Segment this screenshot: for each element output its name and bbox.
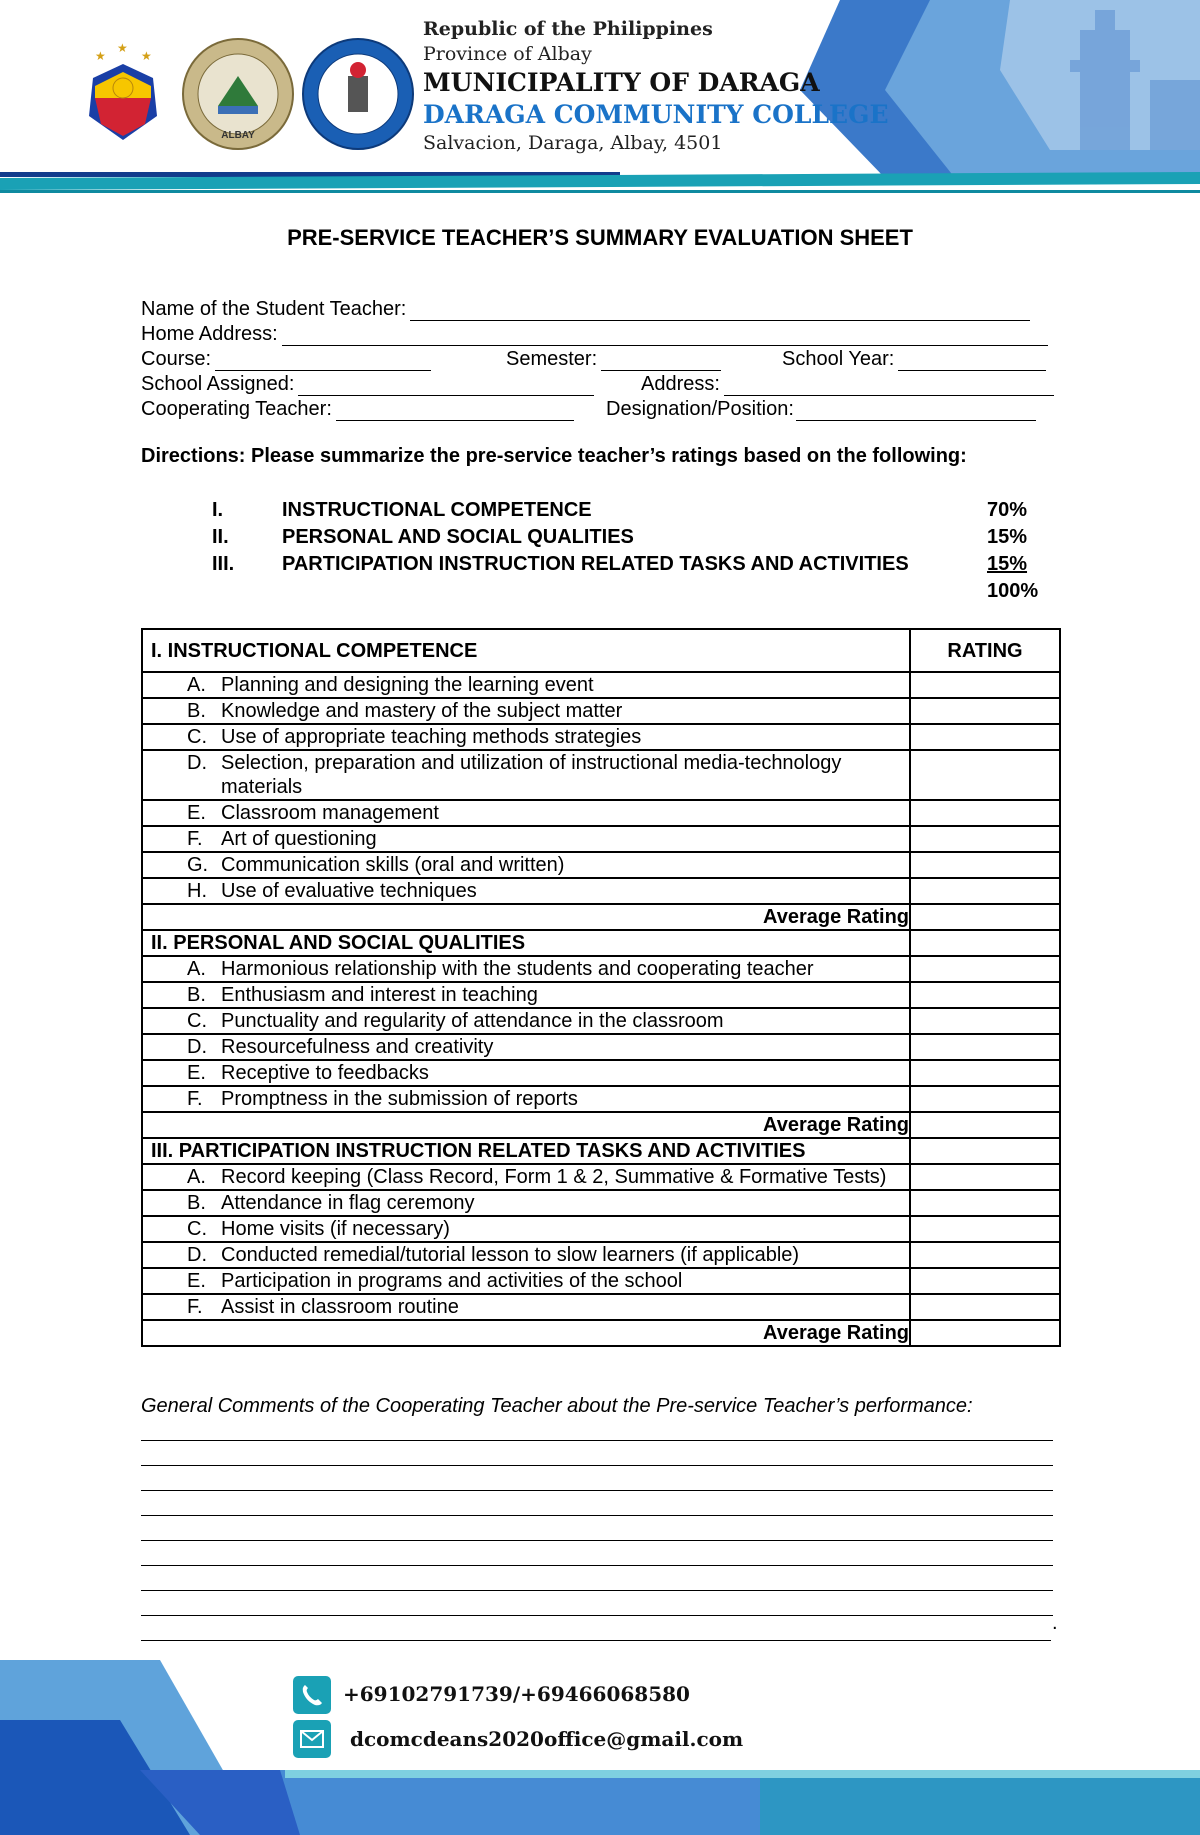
item-letter: A. [187,674,206,696]
item-letter: H. [187,880,207,902]
table-row [142,1164,1060,1190]
item-text: Knowledge and mastery of the subject matter [221,700,623,722]
table-row [142,672,1060,698]
cooperating-teacher-line[interactable] [336,400,574,421]
criterion-item [142,1216,910,1242]
school-year-field[interactable] [782,346,1046,371]
table-row [142,1216,1060,1242]
rating-cell[interactable] [910,1086,1060,1112]
criteria-total: 100% [987,580,1039,602]
rating-cell[interactable] [910,1216,1060,1242]
item-letter: B. [187,1192,206,1214]
comments-end-mark: . [1052,1612,1058,1634]
envelope-icon [293,1720,331,1758]
item-letter: F. [187,828,203,850]
home-address-field[interactable] [141,321,1048,346]
item-text: Art of questioning [221,828,377,850]
rating-cell[interactable] [910,750,1060,800]
criterion-item [142,982,910,1008]
address-line[interactable] [724,375,1054,396]
section-3-header-row [142,1138,1060,1164]
average-rating-label: Average Rating [142,1112,910,1138]
item-letter: C. [187,726,207,748]
item-text: Promptness in the submission of reports [221,1088,578,1110]
table-row [142,1034,1060,1060]
table-row [142,1086,1060,1112]
table-row [142,1008,1060,1034]
criterion-item [142,1008,910,1034]
criterion-item [142,1060,910,1086]
item-text: Enthusiasm and interest in teaching [221,984,538,1006]
criterion-item [142,1294,910,1320]
rating-cell[interactable] [910,1268,1060,1294]
criterion-2-number: II. [212,526,229,548]
comment-line[interactable] [141,1565,1053,1566]
table-header-row [142,629,1060,672]
section-3-title: III. PARTICIPATION INSTRUCTION RELATED TASKS AND ACTIVITIES [142,1138,910,1164]
page-title: PRE-SERVICE TEACHER’S SUMMARY EVALUATION SHEET [287,225,913,250]
table-row [142,1242,1060,1268]
table-row [142,956,1060,982]
average-rating-cell[interactable] [910,1320,1060,1346]
criterion-2-label: PERSONAL AND SOCIAL QUALITIES [282,526,634,548]
average-rating-row [142,1112,1060,1138]
rating-cell[interactable] [910,724,1060,750]
average-rating-row [142,904,1060,930]
school-year-label: School Year: [782,348,895,370]
student-name-label: Name of the Student Teacher: [141,298,407,320]
table-row [142,724,1060,750]
item-letter: B. [187,700,206,722]
section-2-header-row [142,930,1060,956]
student-name-field[interactable] [141,296,1030,321]
comment-line[interactable] [141,1590,1053,1591]
criterion-item [142,750,910,800]
item-letter: E. [187,1062,206,1084]
cooperating-teacher-label: Cooperating Teacher: [141,398,332,420]
header-college: DARAGA COMMUNITY COLLEGE [423,100,889,129]
comment-line[interactable] [141,1615,1053,1616]
criterion-item [142,1034,910,1060]
course-label: Course: [141,348,212,370]
evaluation-table [141,628,1061,1347]
rating-cell[interactable] [910,800,1060,826]
criterion-3-weight: 15% [987,553,1028,575]
item-letter: D. [187,752,207,774]
criterion-item [142,852,910,878]
item-text: Planning and designing the learning event [221,674,594,696]
rating-cell[interactable] [910,1190,1060,1216]
table-row [142,852,1060,878]
item-text: Use of evaluative techniques [221,880,477,902]
item-text: Communication skills (oral and written) [221,854,565,876]
comment-line[interactable] [141,1465,1053,1466]
header-address: Salvacion, Daraga, Albay, 4501 [423,132,723,154]
criterion-1-number: I. [212,499,224,521]
average-rating-cell[interactable] [910,1112,1060,1138]
comment-line[interactable] [141,1490,1053,1491]
comments-label: General Comments of the Cooperating Teacher about the Pre-service Teacher’s performance: [141,1395,973,1417]
item-letter: A. [187,958,206,980]
home-address-line[interactable] [282,325,1048,346]
item-letter: D. [187,1244,207,1266]
table-row [142,826,1060,852]
svg-text:★: ★ [117,41,128,55]
phone-icon [293,1676,331,1714]
rating-cell[interactable] [910,982,1060,1008]
footer-phone: +69102791739/+69466068580 [343,1682,690,1706]
item-text: Punctuality and regularity of attendance in the classroom [221,1010,724,1032]
item-text: Home visits (if necessary) [221,1218,450,1240]
header-province: Province of Albay [423,43,592,65]
criterion-item [142,1086,910,1112]
section-2-title: II. PERSONAL AND SOCIAL QUALITIES [142,930,910,956]
criterion-item [142,1242,910,1268]
rating-cell[interactable] [910,672,1060,698]
designation-line[interactable] [796,400,1036,421]
address-label: Address: [641,373,720,395]
rating-cell[interactable] [910,826,1060,852]
philippine-seal [65,36,181,152]
header-republic: Republic of the Philippines [423,18,713,40]
item-text: Use of appropriate teaching methods strategies [221,726,642,748]
item-letter: E. [187,802,206,824]
rating-cell[interactable] [910,878,1060,904]
criterion-item [142,800,910,826]
rating-cell[interactable] [910,1242,1060,1268]
criterion-2-weight: 15% [987,526,1028,548]
average-rating-label: Average Rating [142,904,910,930]
table-row [142,982,1060,1008]
address-field[interactable] [641,371,1054,396]
comment-line[interactable] [141,1515,1053,1516]
item-text: Record keeping (Class Record, Form 1 & 2, Summative & Formative Tests) [221,1166,887,1188]
criterion-item [142,672,910,698]
semester-label: Semester: [506,348,598,370]
svg-text:★: ★ [95,49,106,63]
average-rating-cell[interactable] [910,904,1060,930]
student-name-line[interactable] [410,300,1030,321]
criterion-item [142,878,910,904]
criterion-1-label: INSTRUCTIONAL COMPETENCE [282,499,592,521]
criterion-3-label: PARTICIPATION INSTRUCTION RELATED TASKS AND ACTIVITIES [282,553,909,575]
school-assigned-line[interactable] [298,375,594,396]
rating-cell[interactable] [910,1294,1060,1320]
item-text: Conducted remedial/tutorial lesson to slow learners (if applicable) [221,1244,800,1266]
item-text: Resourcefulness and creativity [221,1036,494,1058]
criterion-item [142,1268,910,1294]
item-letter: G. [187,854,209,876]
table-row [142,878,1060,904]
item-text: Attendance in flag ceremony [221,1192,475,1214]
section-2-header-rating [910,930,1060,956]
average-rating-row [142,1320,1060,1346]
item-text: Assist in classroom routine [221,1296,459,1318]
item-text: Participation in programs and activities of the school [221,1270,683,1292]
svg-text:★: ★ [141,49,152,63]
directions-text: Directions: Please summarize the pre-service teacher’s ratings based on the following: [141,445,967,467]
table-row [142,800,1060,826]
criterion-item [142,1164,910,1190]
item-letter: C. [187,1010,207,1032]
rating-header: RATING [910,629,1060,672]
section-1-title: I. INSTRUCTIONAL COMPETENCE [142,629,910,672]
table-row [142,1294,1060,1320]
rating-cell[interactable] [910,1034,1060,1060]
item-text: Receptive to feedbacks [221,1062,429,1084]
header-municipality: MUNICIPALITY OF DARAGA [423,68,820,97]
college-seal [300,36,416,152]
item-letter: A. [187,1166,206,1188]
home-address-label: Home Address: [141,323,278,345]
svg-text:ALBAY: ALBAY [221,130,255,141]
designation-label: Designation/Position: [606,398,794,420]
table-row [142,1190,1060,1216]
course-field[interactable] [141,346,431,371]
criterion-item [142,956,910,982]
criterion-item [142,1190,910,1216]
designation-field[interactable] [606,396,1036,421]
section-3-header-rating [910,1138,1060,1164]
item-letter: D. [187,1036,207,1058]
criterion-item [142,698,910,724]
criterion-item [142,826,910,852]
item-letter: C. [187,1218,207,1240]
school-year-line[interactable] [898,350,1046,371]
criterion-item [142,724,910,750]
rating-cell[interactable] [910,1164,1060,1190]
footer-email: dcomcdeans2020office@gmail.com [350,1727,744,1751]
table-row [142,1060,1060,1086]
item-text: Harmonious relationship with the students and cooperating teacher [221,958,814,980]
item-text: Classroom management [221,802,439,824]
school-assigned-field[interactable] [141,371,594,396]
rating-cell[interactable] [910,1060,1060,1086]
comment-line[interactable] [141,1640,1051,1641]
school-assigned-label: School Assigned: [141,373,295,395]
cooperating-teacher-field[interactable] [141,396,574,421]
table-row [142,698,1060,724]
comment-line[interactable] [141,1440,1053,1441]
course-line[interactable] [215,350,431,371]
rating-cell[interactable] [910,852,1060,878]
table-row [142,1268,1060,1294]
average-rating-label: Average Rating [142,1320,910,1346]
item-text: Selection, preparation and utilization of instructional media-technology materials [221,752,842,798]
rating-cell[interactable] [910,698,1060,724]
item-letter: B. [187,984,206,1006]
item-letter: F. [187,1088,203,1110]
criterion-1-weight: 70% [987,499,1028,521]
municipality-seal [180,36,296,152]
rating-cell[interactable] [910,956,1060,982]
semester-field[interactable] [506,346,721,371]
criterion-3-number: III. [212,553,235,575]
table-row [142,750,1060,800]
item-letter: E. [187,1270,206,1292]
comment-line[interactable] [141,1540,1053,1541]
rating-cell[interactable] [910,1008,1060,1034]
semester-line[interactable] [601,350,721,371]
item-letter: F. [187,1296,203,1318]
